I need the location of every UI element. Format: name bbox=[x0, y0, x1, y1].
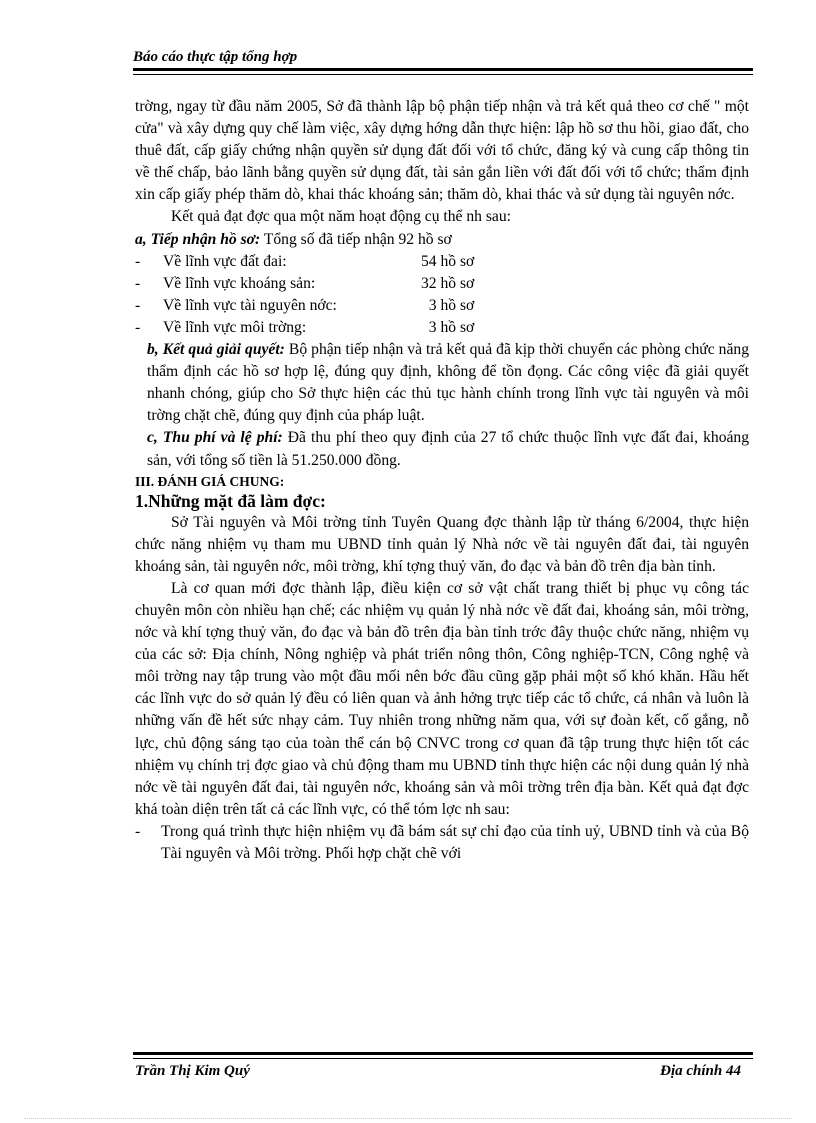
records-list bbox=[135, 251, 749, 339]
dash-mark: - bbox=[135, 296, 141, 314]
section-a bbox=[135, 229, 749, 251]
paragraph-2: Kết quả đạt đợc qua một năm hoạt động cụ thể nh sau: bbox=[171, 208, 511, 226]
list-item-value: 54 hồ sơ bbox=[421, 252, 475, 270]
page-edge-line bbox=[24, 1118, 792, 1119]
section-a-label: a, Tiếp nhận hồ sơ: bbox=[135, 230, 261, 248]
dash-mark: - bbox=[135, 274, 141, 292]
footer-rule bbox=[133, 1052, 753, 1059]
dash-mark: - bbox=[135, 318, 141, 336]
paragraph-3: Sở Tài nguyên và Môi trờng tỉnh Tuyên Quang đợc thành lập từ tháng 6/2004, thực hiện chức năng nhiệm vụ tham mu UBND tỉnh quản lý Nhà nớc về tài nguyên đất đai, tài nguyên khoáng sản, tài nguyên nớc, môi trờng, khí tợng thuỷ văn, đo đạc và bản đồ trên địa bàn tỉnh. bbox=[135, 513, 749, 575]
dash-list-item bbox=[135, 821, 749, 865]
section-heading: III. ĐÁNH GIÁ CHUNG: bbox=[135, 473, 285, 489]
dash-mark: - bbox=[135, 252, 141, 270]
list-item-label: Về lĩnh vực khoáng sản: bbox=[163, 274, 316, 292]
section-c-label: c, Thu phí và lệ phí: bbox=[147, 429, 283, 447]
section-c bbox=[135, 427, 749, 471]
section-a-text: Tổng số đã tiếp nhận 92 hồ sơ bbox=[260, 230, 452, 248]
section-b-text: Bộ phận tiếp nhận và trả kết quả đã kịp thời chuyển các phòng chức năng thẩm định các hồ sơ hợp lệ, đúng quy định, không để tồn đọng. Các công việc đã giải quyết nhanh chóng, giúp cho Sở thực hiện các thủ tục hành chính trong lĩnh vực tài nguyên và môi trờng chặt chẽ, đúng quy định của pháp luật. bbox=[147, 341, 749, 425]
footer-author: Trần Thị Kim Quý bbox=[135, 1063, 250, 1079]
header-rule bbox=[133, 68, 753, 75]
dash-list-item-text: Trong quá trình thực hiện nhiệm vụ đã bám sát sự chỉ đạo của tỉnh uỷ, UBND tỉnh và của Bộ Tài nguyên và Môi trờng. Phối hợp chặt chẽ với bbox=[161, 822, 749, 862]
paragraph-1: trờng, ngay từ đầu năm 2005, Sở đã thành lập bộ phận tiếp nhận và trả kết quả theo cơ chế " một cửa" và xây dựng quy chế làm việc, xây dựng hớng dẫn thực hiện: lập hồ sơ thu hồi, giao đất, cho thuê đất, cấp giấy chứng nhận quyền sử dụng đất đối với tổ chức, đăng ký và cung cấp thông tin về thế chấp, bảo lãnh bằng quyền sử dụng đất, tài sản gắn liền với đất đối với tổ chức; thẩm định xin cấp giấy phép thăm dò, khai thác khoáng sản; thăm dò, khai thác và sử dụng tài nguyên nớc. bbox=[135, 98, 749, 204]
list-item-label: Về lĩnh vực tài nguyên nớc: bbox=[163, 296, 337, 314]
list-item-value: 3 hồ sơ bbox=[421, 318, 475, 336]
list-item bbox=[135, 273, 749, 295]
list-item bbox=[135, 317, 749, 339]
dash-mark: - bbox=[135, 822, 141, 840]
header-title: Báo cáo thực tập tổng hợp bbox=[133, 49, 298, 65]
list-item bbox=[135, 251, 749, 273]
page-body bbox=[135, 96, 749, 865]
footer-department: Địa chính 44 bbox=[660, 1063, 741, 1079]
paragraph-4: Là cơ quan mới đợc thành lập, điều kiện cơ sở vật chất trang thiết bị phục vụ công tác chuyên môn còn nhiều hạn chế; các nhiệm vụ quản lý nhà nớc về đất đai, khoáng sản, môi trờng, nớc và khí tợng thuỷ văn, đo đạc và bản đồ trên địa bàn tỉnh trớc đây thuộc chức năng, nhiệm vụ của các sở: Địa chính, Nông nghiệp và phát triển nông thôn, Công nghiệp-TCN, Công nghệ và môi trờng nay tập trung vào một đầu mối nên bớc đầu cũng gặp phải một số khó khăn. Hầu hết các lĩnh vực do sở quản lý đều có liên quan và ảnh hởng trực tiếp các tổ chức, cá nhân và luôn là những vấn đề hết sức nhạy cảm. Tuy nhiên trong những năm qua, với sự đoàn kết, cố gắng, nỗ lực, chủ động sáng tạo của toàn thể cán bộ CNVC trong cơ quan đã tập trung thực hiện tốt các nhiệm vụ chính trị đợc giao và chủ động tham mu UBND tỉnh thực hiện các nội dung quản lý nhà nớc về tài nguyên đất đai, tài nguyên nớc, khoáng sản và môi trờng trên địa bàn. Kết quả đạt đợc khá toàn diện trên tất cả các lĩnh vực, có thể tóm lợc nh sau: bbox=[135, 579, 749, 818]
subsection-heading: 1.Những mặt đã làm đợc: bbox=[135, 490, 326, 511]
list-item-label: Về lĩnh vực môi trờng: bbox=[163, 318, 307, 336]
section-c-text: Đã thu phí theo quy định của 27 tổ chức thuộc lĩnh vực đất đai, khoáng sản, với tổng số tiền là 51.250.000 đồng. bbox=[147, 429, 750, 469]
list-item-label: Về lĩnh vực đất đai: bbox=[163, 252, 287, 270]
list-item bbox=[135, 295, 749, 317]
list-item-value: 3 hồ sơ bbox=[421, 296, 475, 314]
section-b bbox=[135, 339, 749, 427]
list-item-value: 32 hồ sơ bbox=[421, 274, 475, 292]
section-b-label: b, Kết quả giải quyết: bbox=[147, 341, 285, 359]
